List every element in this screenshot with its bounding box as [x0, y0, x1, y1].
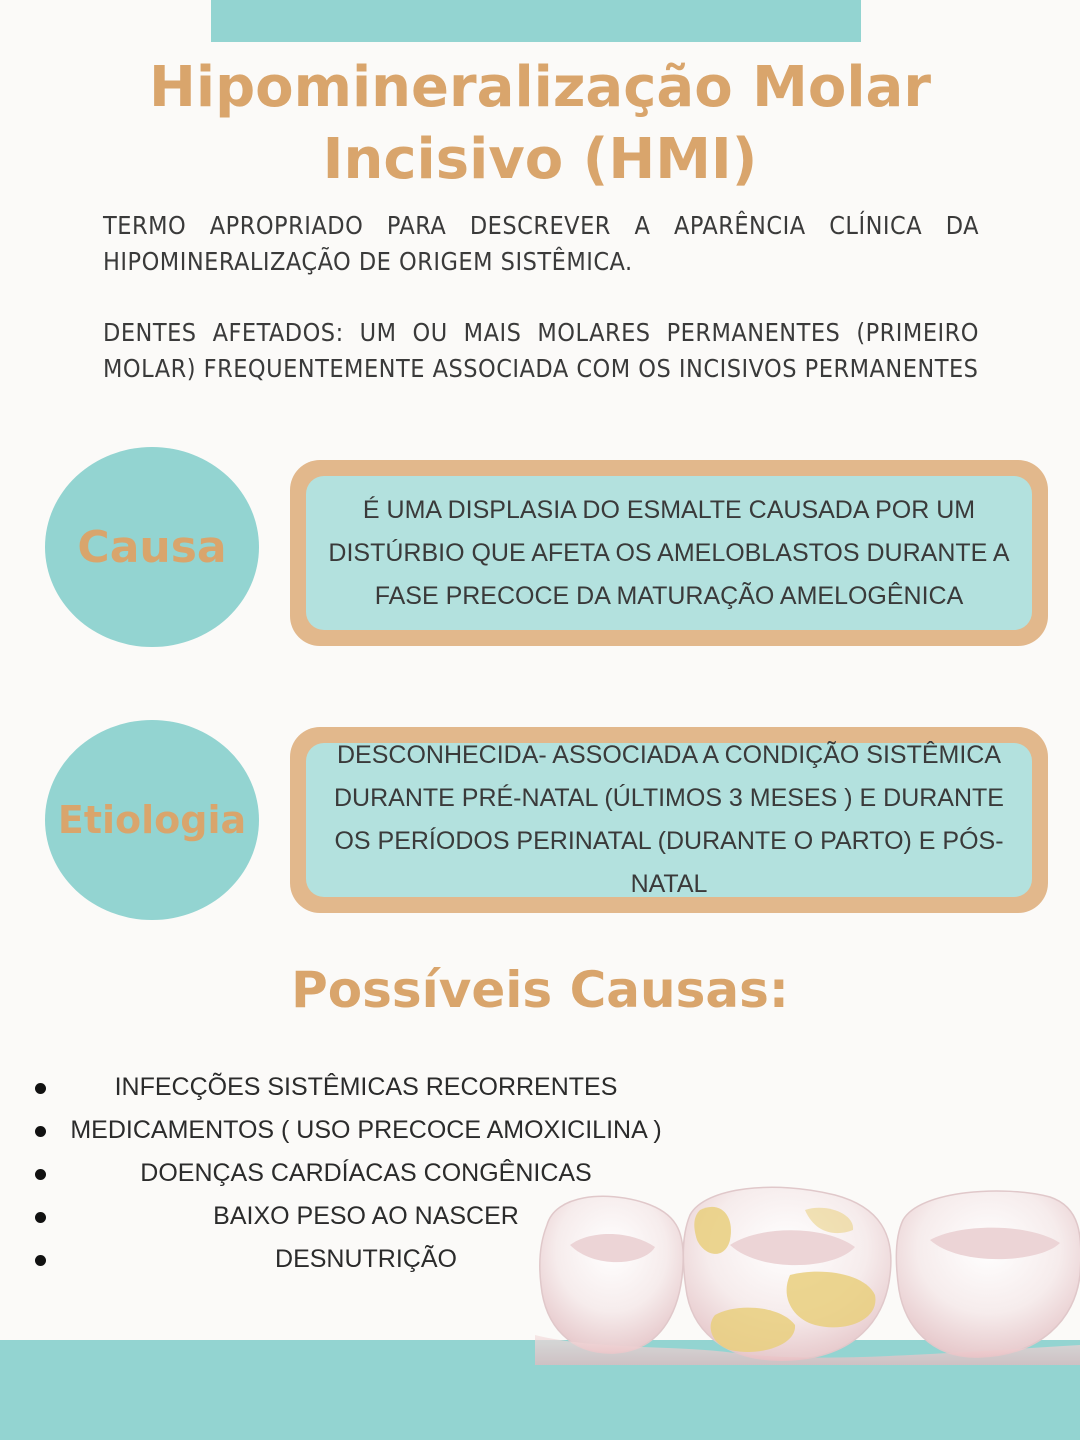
bullet-icon: [35, 1169, 46, 1180]
middle-molar-shape: [683, 1187, 891, 1360]
bullet-icon: [35, 1255, 46, 1266]
list-item: INFECÇÕES SISTÊMICAS RECORRENTES: [0, 1066, 700, 1109]
causa-label: Causa: [77, 521, 227, 573]
top-decor-bar: [211, 0, 861, 42]
title-line-1: Hipomineralização Molar: [149, 55, 931, 120]
causa-circle: [45, 447, 259, 647]
bullet-icon: [35, 1083, 46, 1094]
possible-causes-title: Possíveis Causas:: [291, 961, 789, 1019]
bullet-icon: [35, 1126, 46, 1137]
left-molar-shape: [540, 1196, 683, 1353]
list-item: MEDICAMENTOS ( USO PRECOCE AMOXICILINA ): [0, 1109, 700, 1152]
right-molar-shape: [896, 1191, 1080, 1357]
etiologia-circle: [45, 720, 259, 920]
page-title: [0, 52, 1080, 196]
causa-box: [290, 460, 1048, 646]
molar-teeth-illustration: [535, 1185, 1080, 1365]
list-item: DOENÇAS CARDÍACAS CONGÊNICAS: [0, 1152, 700, 1195]
bullet-icon: [35, 1212, 46, 1223]
list-item: DESNUTRIÇÃO: [0, 1238, 700, 1281]
etiologia-box: [290, 727, 1048, 913]
causa-text: É UMA DISPLASIA DO ESMALTE CAUSADA POR UM DISTÚRBIO QUE AFETA OS AMELOBLASTOS DURANTE A FASE PRECOCE DA MATURAÇÃO AMELOGÊNICA: [306, 476, 1032, 630]
etiologia-text: DESCONHECIDA- ASSOCIADA A CONDIÇÃO SISTÊMICA DURANTE PRÉ-NATAL (ÚLTIMOS 3 MESES ) E DURANTE OS PERÍODOS PERINATAL (DURANTE O PARTO) E PÓS-NATAL: [306, 743, 1032, 897]
list-item: BAIXO PESO AO NASCER: [0, 1195, 700, 1238]
title-line-2: Incisivo (HMI): [322, 127, 758, 192]
etiologia-label: Etiologia: [57, 798, 247, 842]
intro-affected-teeth: DENTES AFETADOS: UM OU MAIS MOLARES PERMANENTES (PRIMEIRO MOLAR) FREQUENTEMENTE ASSOCIADA COM OS INCISIVOS PERMANENTES: [103, 318, 979, 383]
intro-definition: TERMO APROPRIADO PARA DESCREVER A APARÊNCIA CLÍNICA DA HIPOMINERALIZAÇÃO DE ORIGEM SISTÊMICA.: [103, 211, 979, 276]
